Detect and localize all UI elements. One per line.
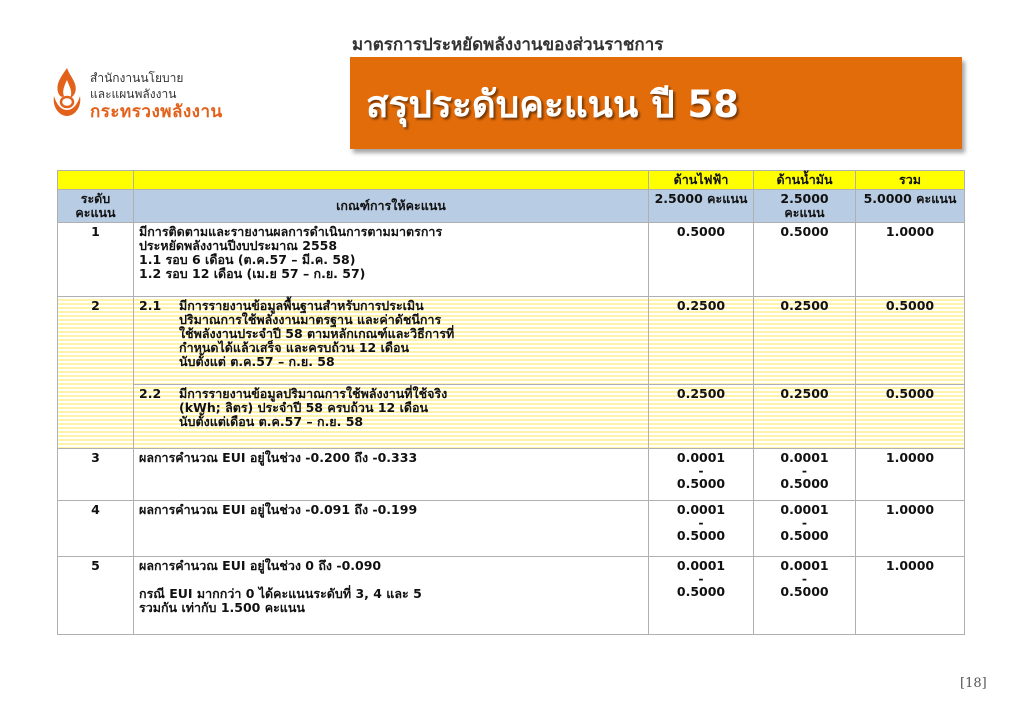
table-row-level-1 (58, 223, 965, 297)
table-row-level-3 (58, 449, 965, 501)
electric-score: 0.5000 (649, 223, 754, 297)
range-high: 0.5000 (676, 584, 726, 599)
range-high: 0.5000 (780, 528, 829, 543)
oil-score-range (754, 449, 856, 501)
range-low: 0.0001 (780, 502, 829, 517)
criteria-line: ปริมาณการใช้พลังงานมาตรฐาน และค่าดัชนีการ (179, 312, 442, 327)
total-score: 0.5000 (856, 297, 965, 385)
header-oil: ด้านน้ำมัน (754, 171, 856, 190)
table-row-level-2-1 (58, 297, 965, 385)
range-low: 0.0001 (780, 558, 829, 573)
title-banner (350, 57, 962, 149)
table-row-level-5 (58, 557, 965, 635)
page-subtitle: มาตรการประหยัดพลังงานของส่วนราชการ (352, 35, 664, 55)
criteria-line: ประหยัดพลังงานปีงบประมาณ 2558 (139, 238, 338, 253)
level-cell: 1 (58, 223, 134, 297)
electric-score-range (649, 449, 754, 501)
criteria-line: นับตั้งแต่ ต.ค.57 – ก.ย. 58 (179, 354, 335, 369)
page-title: สรุประดับคะแนน ปี 58 (366, 83, 739, 126)
range-dash: - (698, 463, 704, 478)
range-dash: - (698, 571, 704, 586)
total-score: 1.0000 (856, 501, 965, 557)
total-score: 1.0000 (856, 449, 965, 501)
electric-score-range (649, 501, 754, 557)
score-table (57, 170, 965, 635)
range-high: 0.5000 (676, 528, 726, 543)
criteria-line: มีการติดตามและรายงานผลการดำเนินการตามมาตรการ (139, 224, 443, 239)
table-row-level-4 (58, 501, 965, 557)
header-criteria: เกณฑ์การให้คะแนน (134, 190, 649, 223)
header-max-electric: 2.5000 คะแนน (649, 190, 754, 223)
header-electric: ด้านไฟฟ้า (649, 171, 754, 190)
criteria-cell (134, 223, 649, 297)
header-blank-criteria (134, 171, 649, 190)
header-level: ระดับ คะแนน (58, 190, 134, 223)
range-dash: - (801, 571, 808, 586)
range-dash: - (801, 515, 808, 530)
org-name-line2: และแผนพลังงาน (90, 87, 177, 101)
oil-score: 0.2500 (754, 385, 856, 449)
header-total: รวม (856, 171, 965, 190)
note-line: กรณี EUI มากกว่า 0 ได้คะแนนระดับที่ 3, 4 และ 5 (139, 586, 422, 601)
criteria-cell (134, 557, 649, 635)
total-score: 1.0000 (856, 557, 965, 635)
criteria-line: มีการรายงานข้อมูลปริมาณการใช้พลังงานที่ใช้จริง (179, 386, 448, 401)
ministry-name: กระทรวงพลังงาน (90, 102, 223, 122)
sub-criteria-label: 2.1 (139, 298, 162, 313)
electric-score: 0.2500 (649, 385, 754, 449)
electric-score-range (649, 557, 754, 635)
org-logo (50, 66, 320, 126)
range-low: 0.0001 (676, 502, 726, 517)
criteria-cell (134, 385, 649, 449)
criteria-cell: ผลการคำนวณ EUI อยู่ในช่วง -0.091 ถึง -0.199 (134, 501, 649, 557)
note-line: รวมกัน เท่ากับ 1.500 คะแนน (139, 600, 305, 615)
page-number: [18] (960, 676, 987, 691)
oil-score-range (754, 501, 856, 557)
table-header-row-1 (58, 171, 965, 190)
level-cell: 2 (58, 297, 134, 449)
level-cell: 3 (58, 449, 134, 501)
table-row-level-2-2 (58, 385, 965, 449)
oil-score: 0.5000 (754, 223, 856, 297)
criteria-cell (134, 297, 649, 385)
header-max-oil: 2.5000 คะแนน (754, 190, 856, 223)
range-low: 0.0001 (780, 450, 829, 465)
criteria-line: ใช้พลังงานประจำปี 58 ตามหลักเกณฑ์และวิธีการที่ (179, 326, 455, 341)
range-dash: - (801, 463, 808, 478)
range-high: 0.5000 (780, 584, 829, 599)
org-name-line1: สำนักงานนโยบาย (90, 71, 184, 85)
criteria-line: มีการรายงานข้อมูลพื้นฐานสำหรับการประเมิน (179, 298, 424, 313)
header-blank-level (58, 171, 134, 190)
table-header-row-2 (58, 190, 965, 223)
range-high: 0.5000 (676, 476, 726, 491)
criteria-line: (kWh; ลิตร) ประจำปี 58 ครบถ้วน 12 เดือน (179, 400, 429, 415)
oil-score-range (754, 557, 856, 635)
sub-criteria-label: 2.2 (139, 386, 162, 401)
oil-score: 0.2500 (754, 297, 856, 385)
criteria-line: กำหนดได้แล้วเสร็จ และครบถ้วน 12 เดือน (179, 340, 410, 355)
criteria-line: 1.1 รอบ 6 เดือน (ต.ค.57 – มี.ค. 58) (139, 252, 356, 267)
criteria-line: นับตั้งแต่เดือน ต.ค.57 – ก.ย. 58 (179, 414, 364, 429)
criteria-cell: ผลการคำนวณ EUI อยู่ในช่วง -0.200 ถึง -0.333 (134, 449, 649, 501)
criteria-line: 1.2 รอบ 12 เดือน (เม.ย 57 – ก.ย. 57) (139, 266, 366, 281)
header-max-total: 5.0000 คะแนน (856, 190, 965, 223)
total-score: 1.0000 (856, 223, 965, 297)
range-high: 0.5000 (780, 476, 829, 491)
level-cell: 5 (58, 557, 134, 635)
range-dash: - (698, 515, 704, 530)
range-low: 0.0001 (676, 450, 726, 465)
criteria-line: ผลการคำนวณ EUI อยู่ในช่วง 0 ถึง -0.090 (139, 558, 382, 573)
total-score: 0.5000 (856, 385, 965, 449)
electric-score: 0.2500 (649, 297, 754, 385)
level-cell: 4 (58, 501, 134, 557)
flame-logo-icon (50, 66, 84, 118)
range-low: 0.0001 (676, 558, 726, 573)
